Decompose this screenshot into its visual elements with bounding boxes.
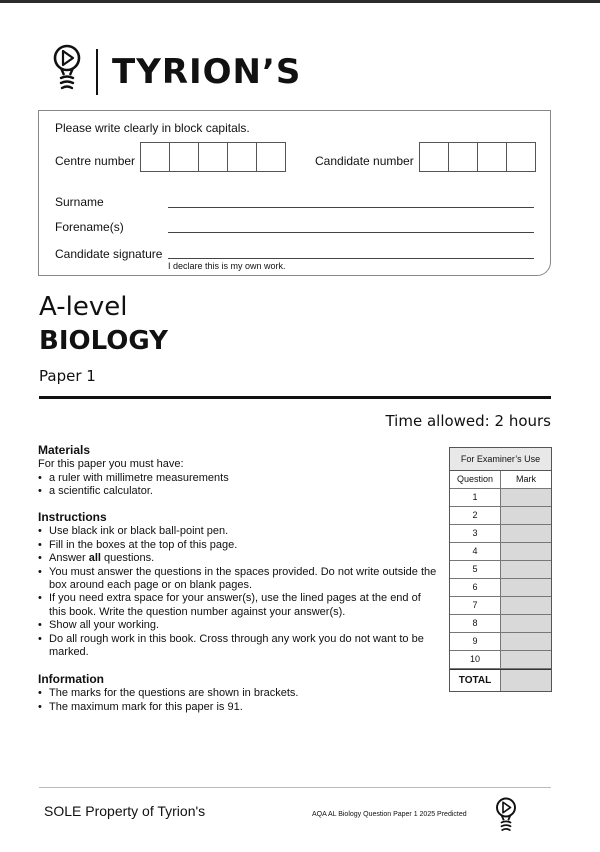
mark-cell [501,651,551,668]
information-heading: Information [38,672,104,686]
centre-digit-box[interactable] [227,142,257,172]
title-divider [39,396,551,399]
mark-cell [501,579,551,596]
signature-field[interactable] [168,258,534,259]
centre-number-label: Centre number [55,154,136,168]
logo-divider [96,49,98,95]
subject-title: BIOLOGY [39,326,168,356]
materials-section [38,444,438,499]
centre-number-field[interactable] [140,142,285,172]
emphasis-text: all [88,552,101,565]
candidate-digit-box[interactable] [448,142,478,172]
mark-cell [501,543,551,560]
list-item: • Show all your working. [38,619,438,632]
information-section [38,673,438,714]
table-row [450,597,551,615]
question-number: 6 [450,579,501,596]
instructions-heading: Instructions [38,510,107,524]
question-number: 10 [450,651,501,668]
mark-cell [501,597,551,614]
mark-cell [501,633,551,650]
table-row [450,633,551,651]
list-item: • Fill in the boxes at the top of this page. [38,539,438,552]
lightbulb-play-icon [52,44,82,100]
question-number: 2 [450,507,501,524]
paper-number: Paper 1 [39,367,96,385]
list-item: • If you need extra space for your answer(s), use the lined pages at the end of this book. Write the question number against your answer(s). [38,592,438,619]
centre-digit-box[interactable] [256,142,286,172]
question-number: 8 [450,615,501,632]
question-number: 3 [450,525,501,542]
candidate-digit-box[interactable] [506,142,536,172]
footer-property: SOLE Property of Tyrion's [44,803,206,819]
list-item: • The maximum mark for this paper is 91. [38,701,438,714]
brand-name: TYRION’S [112,52,302,92]
candidate-digit-box[interactable] [477,142,507,172]
block-capitals-instruction: Please write clearly in block capitals. [55,121,250,135]
table-row [450,651,551,669]
table-row [450,561,551,579]
declaration-text: I declare this is my own work. [168,261,286,271]
forename-field[interactable] [168,232,534,233]
total-mark-cell [501,670,551,691]
question-col-header: Question [450,471,501,488]
mark-cell [501,489,551,506]
list-item: • a ruler with millimetre measurements [38,472,438,485]
total-row [450,669,551,691]
total-label: TOTAL [450,670,501,691]
centre-digit-box[interactable] [198,142,228,172]
materials-heading: Materials [38,443,91,457]
question-number: 5 [450,561,501,578]
examiner-use-table [449,447,552,692]
footer-divider [39,787,551,788]
list-item: • Do all rough work in this book. Cross through any work you do not want to be marked. [38,633,438,660]
list-item: • The marks for the questions are shown in brackets. [38,687,438,700]
mark-cell [501,561,551,578]
mark-cell [501,525,551,542]
table-row [450,507,551,525]
forename-label: Forename(s) [55,220,124,234]
table-row [450,615,551,633]
candidate-details-box [38,110,551,276]
question-number: 4 [450,543,501,560]
table-row [450,543,551,561]
table-row [450,579,551,597]
lightbulb-play-icon [494,797,518,839]
examiner-table-title: For Examiner’s Use [450,448,551,471]
mark-cell [501,615,551,632]
table-row [450,525,551,543]
list-item: • Answer all questions. [38,552,438,565]
level-title: A-level [39,292,128,322]
centre-digit-box[interactable] [169,142,199,172]
instructions-section [38,511,438,659]
table-row [450,489,551,507]
question-number: 1 [450,489,501,506]
candidate-number-field[interactable] [419,142,535,172]
footer-paper-code: AQA AL Biology Question Paper 1 2025 Predicted [312,811,467,818]
list-item: • You must answer the questions in the spaces provided. Do not write outside the box around each page or on blank pages. [38,566,438,593]
question-number: 9 [450,633,501,650]
examiner-table-header [450,471,551,489]
centre-digit-box[interactable] [140,142,170,172]
surname-field[interactable] [168,207,534,208]
list-item: • Use black ink or black ball-point pen. [38,525,438,538]
surname-label: Surname [55,195,104,209]
brand-logo [52,44,301,100]
list-item: • a scientific calculator. [38,485,438,498]
time-allowed: Time allowed: 2 hours [385,412,551,430]
top-border [0,0,600,3]
materials-intro: For this paper you must have: [38,458,184,471]
mark-cell [501,507,551,524]
mark-col-header: Mark [501,471,551,488]
candidate-number-label: Candidate number [315,154,414,168]
signature-label: Candidate signature [55,247,163,261]
question-number: 7 [450,597,501,614]
candidate-digit-box[interactable] [419,142,449,172]
